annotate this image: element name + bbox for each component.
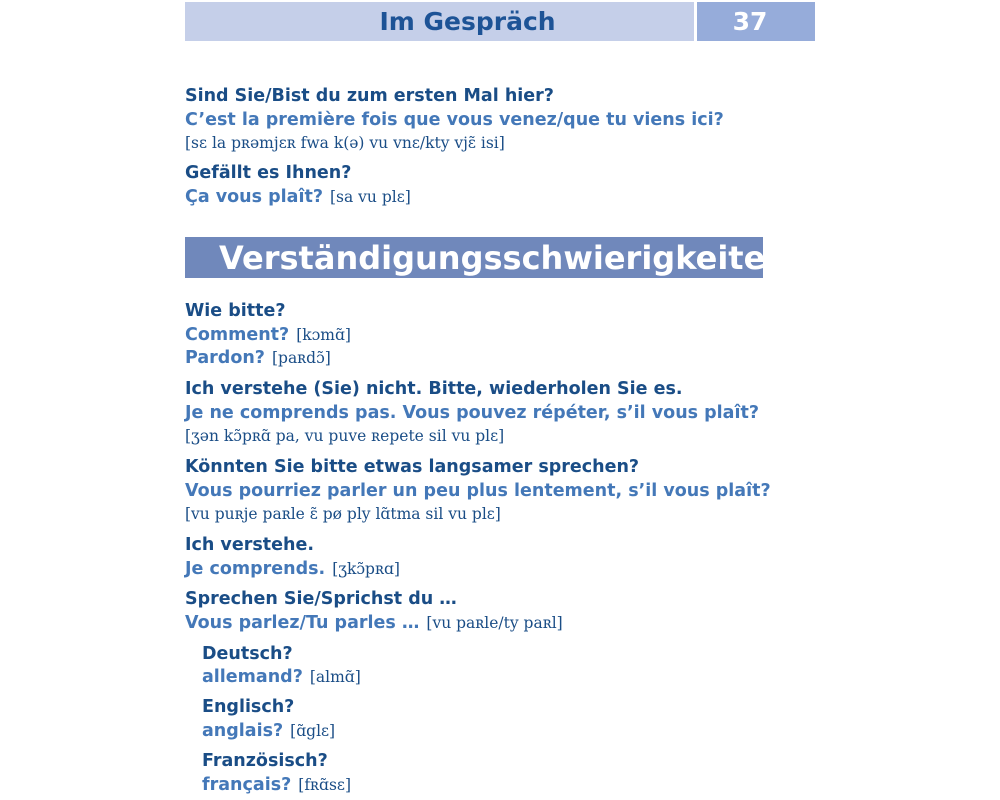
phrase-phonetic: [vu paʀle/ty paʀl]: [426, 614, 563, 632]
section-title: Verständigungsschwierigkeiten: [219, 238, 789, 277]
phrase-line: [185, 348, 331, 368]
phrase-french: Vous pourriez parler un peu plus lentement, s’il vous plaît?: [185, 481, 771, 501]
phrase-line: [185, 559, 400, 579]
phrase-french: Je comprends.: [185, 559, 326, 579]
phrase-german: Könnten Sie bitte etwas langsamer sprechen?: [185, 457, 640, 477]
phrase-phonetic: [almɑ̃]: [309, 668, 361, 686]
phrase-german: Ich verstehe.: [185, 535, 314, 555]
page-number: 37: [732, 7, 768, 36]
section-heading-bar: [185, 237, 789, 278]
phrase-line: [185, 187, 411, 207]
phrase-phonetic: [fʀɑ̃sɛ]: [298, 776, 352, 794]
phrase-phonetic: [sɛ la pʀəmjɛʀ fwa k(ə) vu vnɛ/kty vjɛ̃ isi]: [185, 134, 505, 152]
phrase-german: Deutsch?: [202, 644, 293, 664]
phrase-german: Französisch?: [202, 751, 328, 771]
header-title: Im Gespräch: [379, 7, 556, 36]
phrase-phonetic: [vu puʀje paʀle ɛ̃ pø ply lɑ̃tma sil vu plɛ]: [185, 505, 501, 523]
phrase-french: Je ne comprends pas. Vous pouvez répéter, s’il vous plaît?: [185, 403, 760, 423]
phrase-french: Vous parlez/Tu parles …: [185, 613, 420, 633]
phrase-phonetic: [paʀdɔ̃]: [271, 349, 331, 367]
phrase-german: Sind Sie/Bist du zum ersten Mal hier?: [185, 86, 554, 106]
phrase-phonetic: [kɔmɑ̃]: [296, 326, 351, 344]
phrase-phonetic: [ʒən kɔ̃pʀɑ̃ pa, vu puve ʀepete sil vu plɛ]: [185, 427, 505, 445]
phrase-french: Comment?: [185, 325, 290, 345]
phrase-french: C’est la première fois que vous venez/que tu viens ici?: [185, 110, 724, 130]
phrase-line: [185, 613, 563, 633]
phrase-french: Pardon?: [185, 348, 265, 368]
phrase-line: [202, 775, 351, 795]
phrase-phonetic: [ɑ̃glɛ]: [290, 722, 336, 740]
phrase-phonetic: [sa vu plɛ]: [330, 188, 411, 206]
phrase-phonetic: [ʒkɔ̃pʀɑ]: [332, 560, 400, 578]
phrase-line: [202, 721, 335, 741]
phrase-german: Gefällt es Ihnen?: [185, 163, 352, 183]
phrase-french: français?: [202, 775, 292, 795]
phrase-french: Ça vous plaît?: [185, 187, 323, 207]
phrase-line: [185, 325, 351, 345]
phrase-french: anglais?: [202, 721, 284, 741]
running-header: [185, 2, 694, 41]
phrase-german: Sprechen Sie/Sprichst du …: [185, 589, 457, 609]
phrase-french: allemand?: [202, 667, 303, 687]
phrase-german: Englisch?: [202, 697, 295, 717]
phrase-german: Ich verstehe (Sie) nicht. Bitte, wiederholen Sie es.: [185, 379, 683, 399]
page-number-box: [697, 2, 815, 41]
phrase-german: Wie bitte?: [185, 301, 286, 321]
phrase-line: [202, 667, 361, 687]
